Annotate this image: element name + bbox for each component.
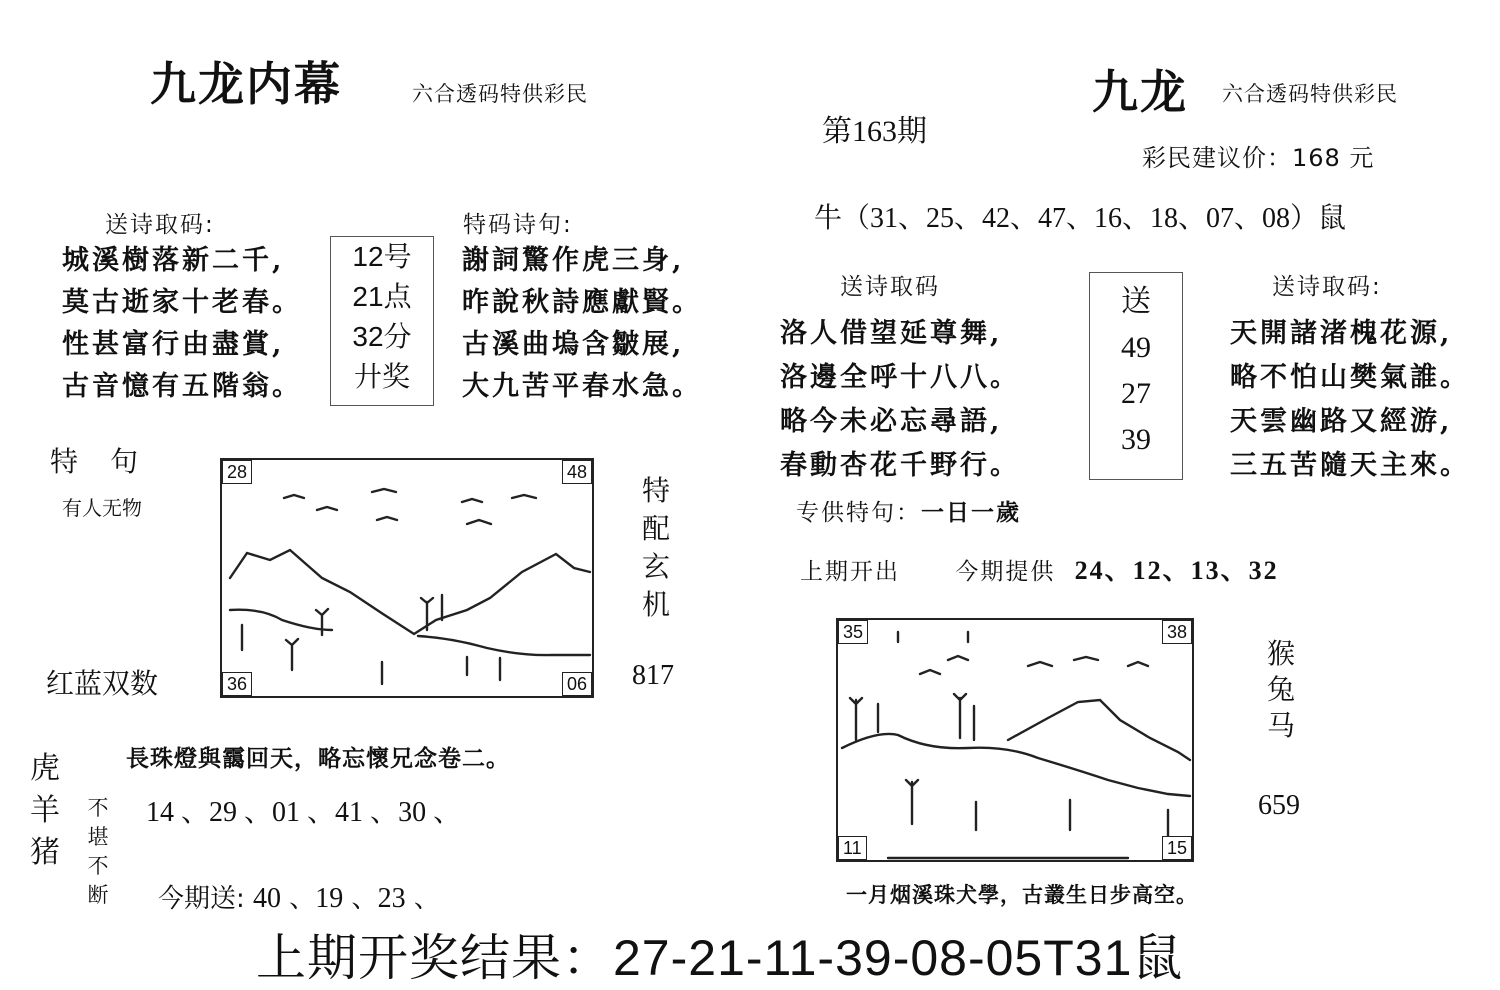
number: 41 [335, 797, 364, 828]
left-side-vertical [638, 472, 674, 624]
vertical-char: 配 [641, 512, 670, 545]
number: 40 [253, 883, 282, 914]
poem-line: 三五苦隨天主來。 [1230, 450, 1470, 481]
vertical-char: 猴 [1266, 637, 1295, 670]
box-line: 27 [1121, 377, 1151, 410]
left-title: 九龙内幕 [150, 57, 342, 111]
last-label: 上期开出 [800, 559, 900, 585]
picture-corner-bl: 11 [838, 836, 867, 860]
vertical-char: 堪 [87, 825, 109, 849]
poem-line: 略今未必忘尋語, [780, 406, 1003, 437]
issue-number: 第163期 [822, 115, 927, 148]
number: 29 [209, 797, 238, 828]
box-line: 21点 [352, 281, 412, 312]
right-bottom-poem: 一月烟溪珠犬學，古叢生日步高空。 [846, 882, 1198, 907]
right-side-number: 659 [1258, 790, 1300, 821]
vertical-char: 猪 [30, 835, 60, 870]
left-send-line: 今期送: 40 、19 、23 、 [158, 883, 440, 914]
left-side-number: 817 [632, 660, 674, 691]
right-side-vertical [1264, 636, 1298, 744]
poem-line: 莫古逝家十老春。 [62, 287, 302, 318]
picture-corner-tl: 28 [222, 460, 252, 484]
number: 01 [272, 797, 301, 828]
left-numbers-line: 14 、29 、01 、41 、30 、 [146, 797, 462, 828]
picture-corner-bl: 36 [222, 672, 252, 696]
right-poem-header-left: 送诗取码 [840, 274, 940, 300]
special-line [796, 494, 1021, 527]
poem-line: 洛邊全呼十八八。 [780, 362, 1020, 393]
price: 彩民建议价：168 元 [1142, 144, 1375, 172]
picture-corner-tr: 38 [1162, 620, 1192, 644]
left-center-box [330, 236, 434, 406]
poem-line: 洛人借望延尊舞, [780, 318, 1003, 349]
vertical-char: 不 [87, 796, 109, 820]
poem-line: 城溪樹落新二千, [62, 245, 285, 276]
niu-numbers: 31、25、42、47、16、18、07、08 [870, 203, 1291, 234]
vertical-char: 玄 [641, 550, 670, 583]
vertical-char: 兔 [1266, 673, 1295, 706]
poem-line: 古音憶有五階翁。 [62, 371, 302, 402]
number: 14 [146, 797, 174, 828]
picture-corner-tl: 35 [838, 620, 868, 644]
vertical-char: 机 [641, 588, 670, 621]
right-subtitle: 六合透码特供彩民 [1222, 82, 1398, 106]
landscape-drawing [222, 460, 592, 696]
box-line: 廾奖 [353, 361, 410, 392]
box-line: 送 [1121, 284, 1151, 319]
send-label: 今期送: [158, 884, 245, 914]
this-label: 今期提供 [955, 559, 1056, 585]
vertical-char: 虎 [30, 751, 60, 786]
left-poem-header: 送诗取码: [105, 212, 215, 238]
left-zodiac-vertical [26, 748, 64, 874]
left-landscape-picture [220, 458, 594, 698]
left-te-ju-value: 有人无物 [62, 496, 142, 520]
right-poem-right [1230, 312, 1470, 488]
vertical-char: 特 [641, 474, 670, 507]
poem-line: 性甚富行由盡賞, [62, 329, 285, 360]
niu-suffix: ）鼠 [1290, 201, 1347, 234]
number: 23 [377, 883, 406, 914]
left-poem [62, 240, 302, 408]
poem-line: 昨說秋詩應獻賢。 [462, 287, 702, 318]
picture-corner-tr: 48 [562, 460, 592, 484]
left-bottom-poem: 長珠燈與靄回天，略忘懷兄念卷二。 [126, 745, 510, 772]
picture-corner-br: 15 [1162, 836, 1192, 860]
poem-line: 春動杏花千野行。 [780, 450, 1020, 481]
this-numbers: 24、12、13、32 [1074, 556, 1279, 585]
left-buzhan-vertical [84, 794, 112, 910]
number: 30 [398, 797, 427, 828]
special-value: 一日一歲 [921, 500, 1021, 526]
right-send-box [1089, 272, 1183, 480]
box-line: 12号 [352, 241, 412, 272]
special-label: 专供特句： [796, 500, 921, 526]
box-line: 32分 [352, 321, 412, 352]
poem-line: 略不怕山樊氣誰。 [1230, 362, 1470, 393]
vertical-char: 断 [87, 883, 109, 907]
box-line: 49 [1121, 331, 1151, 364]
picture-corner-br: 06 [562, 672, 592, 696]
last-draw-result: 上期开奖结果：27-21-11-39-08-05T31鼠 [256, 930, 1184, 986]
right-title: 九龙 [1092, 65, 1188, 119]
vertical-char: 羊 [30, 793, 60, 828]
last-this-line [800, 550, 1279, 587]
poem-line: 天開諸渚槐花源, [1230, 318, 1453, 349]
number: 19 [315, 883, 344, 914]
right-poem-header-right: 送诗取码: [1272, 274, 1382, 300]
box-line: 39 [1121, 423, 1151, 456]
poem-line: 大九苦平春水急。 [462, 371, 702, 402]
poem-line: 古溪曲塢含皺展, [462, 329, 685, 360]
right-poem-left [780, 312, 1020, 488]
niu-prefix: 牛（ [814, 201, 871, 234]
left-tema-header: 特码诗句: [463, 212, 573, 238]
poem-line: 天雲幽路又經游, [1230, 406, 1453, 437]
left-tema-poem [462, 240, 702, 408]
left-subtitle: 六合透码特供彩民 [412, 82, 588, 106]
poem-line: 謝詞驚作虎三身, [462, 245, 685, 276]
left-red-blue: 红蓝双数 [46, 667, 159, 700]
landscape-drawing [838, 620, 1192, 860]
niu-line [814, 196, 1346, 236]
vertical-char: 不 [87, 854, 109, 878]
left-te-ju-label: 特 句 [50, 445, 141, 478]
vertical-char: 马 [1266, 709, 1295, 742]
right-landscape-picture [836, 618, 1194, 862]
